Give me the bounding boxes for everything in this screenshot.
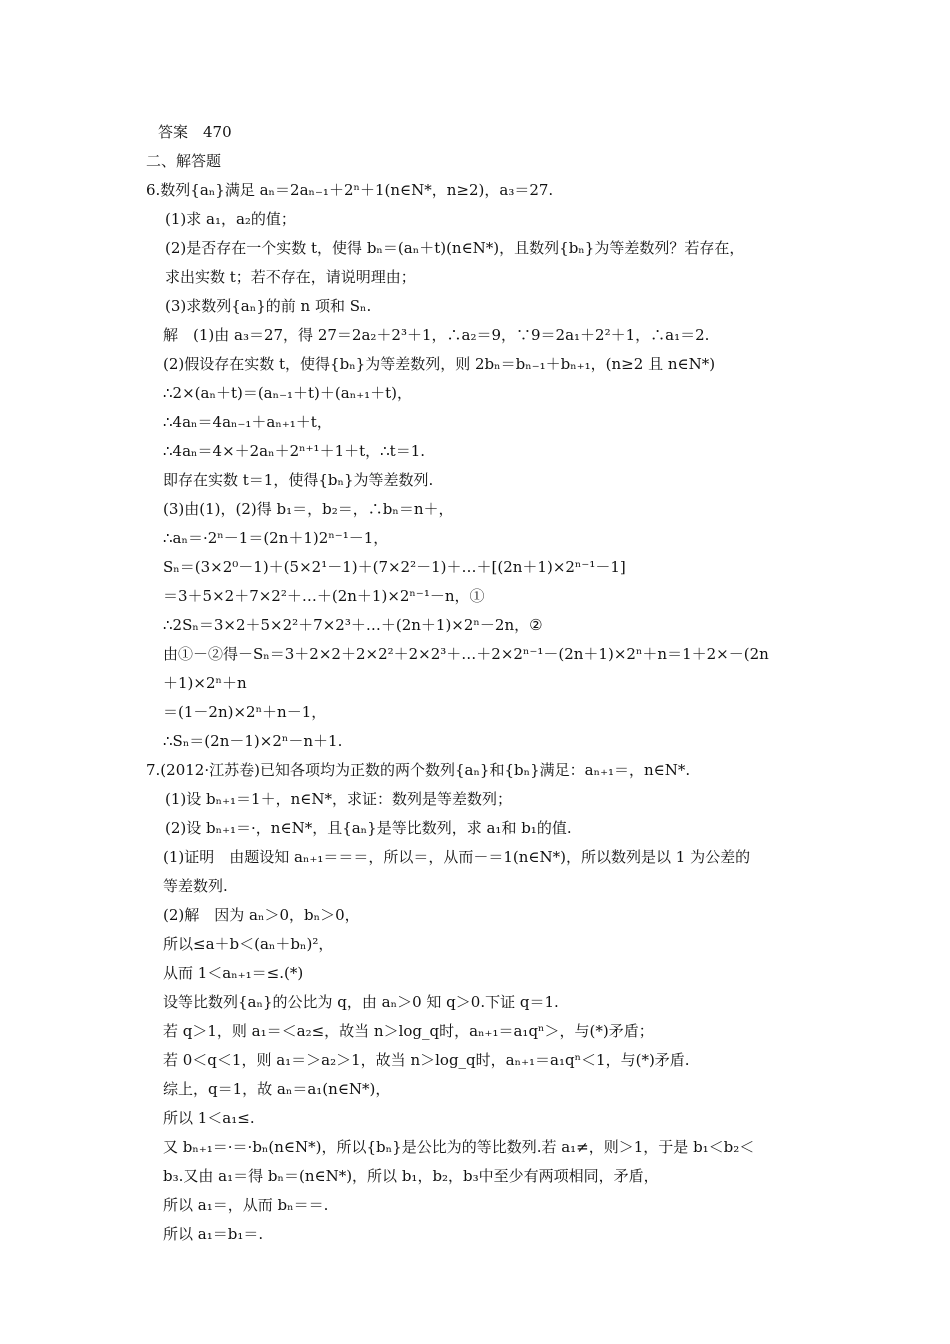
solution-6-line: ∴4aₙ＝4aₙ₋₁＋aₙ₊₁＋t， <box>163 413 332 431</box>
problem-6-part-2-cont: 求出实数 t；若不存在，请说明理由； <box>165 268 416 286</box>
solution-6-line: ∴2×(aₙ＋t)＝(aₙ₋₁＋t)＋(aₙ₊₁＋t)， <box>163 384 413 402</box>
solution-7-line: 综上，q＝1，故 aₙ＝a₁(n∈N*)， <box>163 1080 391 1098</box>
solution-6-line: 由①－②得－Sₙ＝3＋2×2＋2×2²＋2×2³＋…＋2×2ⁿ⁻¹－(2n＋1)×2ⁿ＋n＝1＋2×－(2n <box>163 645 769 663</box>
solution-6-line: (2)假设存在实数 t，使得{bₙ}为等差数列，则 2bₙ＝bₙ₋₁＋bₙ₊₁，(n≥2 且 n∈N*) <box>163 355 716 373</box>
problem-7-part-1: (1)设 bₙ₊₁＝1＋，n∈N*，求证：数列是等差数列； <box>165 790 512 808</box>
solution-7-line: 所以 1＜a₁≤. <box>163 1109 255 1127</box>
solution-7-line: 所以≤a＋b＜(aₙ＋bₙ)²， <box>163 935 334 953</box>
solution-6-line: (3)由(1)，(2)得 b₁＝，b₂＝，∴bₙ＝n＋， <box>163 500 454 518</box>
problem-7-part-2: (2)设 bₙ₊₁＝·，n∈N*，且{aₙ}是等比数列，求 a₁和 b₁的值. <box>165 819 572 837</box>
solution-7-line: (2)解 因为 aₙ＞0，bₙ＞0， <box>163 906 360 924</box>
solution-6-line: ＋1)×2ⁿ＋n <box>163 674 247 692</box>
solution-6-line: ∴4aₙ＝4×＋2aₙ＋2ⁿ⁺¹＋1＋t，∴t＝1. <box>163 442 426 460</box>
solution-7-line: 若 0＜q＜1，则 a₁＝＞a₂＞1，故当 n＞log_q时，aₙ₊₁＝a₁qⁿ＜1，与(*)矛盾. <box>163 1051 690 1069</box>
problem-7-statement: 7.(2012·江苏卷)已知各项均为正数的两个数列{aₙ}和{bₙ}满足：aₙ₊₁＝，n∈N*. <box>146 761 691 779</box>
solution-7-line: 从而 1＜aₙ₊₁＝≤.(*) <box>163 964 304 982</box>
solution-7-line: b₃.又由 a₁＝得 bₙ＝(n∈N*)，所以 b₁，b₂，b₃中至少有两项相同，矛盾， <box>163 1167 659 1185</box>
solution-6-line: 即存在实数 t＝1，使得{bₙ}为等差数列. <box>163 471 434 489</box>
solution-7-line: 等差数列. <box>163 877 228 895</box>
section-heading: 二、解答题 <box>146 152 222 170</box>
solution-6-line: ∴2Sₙ＝3×2＋5×2²＋7×2³＋…＋(2n＋1)×2ⁿ－2n，② <box>163 616 543 634</box>
solution-6-line: ∴Sₙ＝(2n－1)×2ⁿ－n＋1. <box>163 732 343 750</box>
problem-6-part-2: (2)是否存在一个实数 t，使得 bₙ＝(aₙ＋t)(n∈N*)，且数列{bₙ}为等差数列？若存在， <box>165 239 745 257</box>
solution-6-line: ∴aₙ＝·2ⁿ－1＝(2n＋1)2ⁿ⁻¹－1， <box>163 529 389 547</box>
problem-6-statement: 6.数列{aₙ}满足 aₙ＝2aₙ₋₁＋2ⁿ＋1(n∈N*，n≥2)，a₃＝27. <box>146 181 554 199</box>
solution-7-line: (1)证明 由题设知 aₙ₊₁＝＝＝，所以＝，从而－＝1(n∈N*)，所以数列是以 1 为公差的 <box>163 848 751 866</box>
solution-6-line: 解 (1)由 a₃＝27，得 27＝2a₂＋2³＋1，∴a₂＝9，∵9＝2a₁＋2²＋1，∴a₁＝2. <box>163 326 710 344</box>
solution-7-line: 所以 a₁＝b₁＝. <box>163 1225 264 1243</box>
solution-7-line: 设等比数列{aₙ}的公比为 q，由 aₙ＞0 知 q＞0.下证 q＝1. <box>163 993 559 1011</box>
solution-6-line: ＝(1－2n)×2ⁿ＋n－1， <box>163 703 327 721</box>
solution-7-line: 若 q＞1，则 a₁＝＜a₂≤，故当 n＞log_q时，aₙ₊₁＝a₁qⁿ＞，与(*)矛盾； <box>163 1022 654 1040</box>
problem-6-part-1: (1)求 a₁，a₂的值； <box>165 210 296 228</box>
answer-line: 答案 470 <box>158 123 232 141</box>
solution-7-line: 又 bₙ₊₁＝·＝·bₙ(n∈N*)，所以{bₙ}是公比为的等比数列.若 a₁≠，则＞1，于是 b₁＜b₂＜ <box>163 1138 755 1156</box>
solution-6-line: ＝3＋5×2＋7×2²＋…＋(2n＋1)×2ⁿ⁻¹－n，① <box>163 587 485 605</box>
problem-6-part-3: (3)求数列{aₙ}的前 n 项和 Sₙ. <box>165 297 372 315</box>
solution-7-line: 所以 a₁＝，从而 bₙ＝＝. <box>163 1196 329 1214</box>
solution-6-line: Sₙ＝(3×2⁰－1)＋(5×2¹－1)＋(7×2²－1)＋…＋[(2n＋1)×2ⁿ⁻¹－1] <box>163 558 626 576</box>
